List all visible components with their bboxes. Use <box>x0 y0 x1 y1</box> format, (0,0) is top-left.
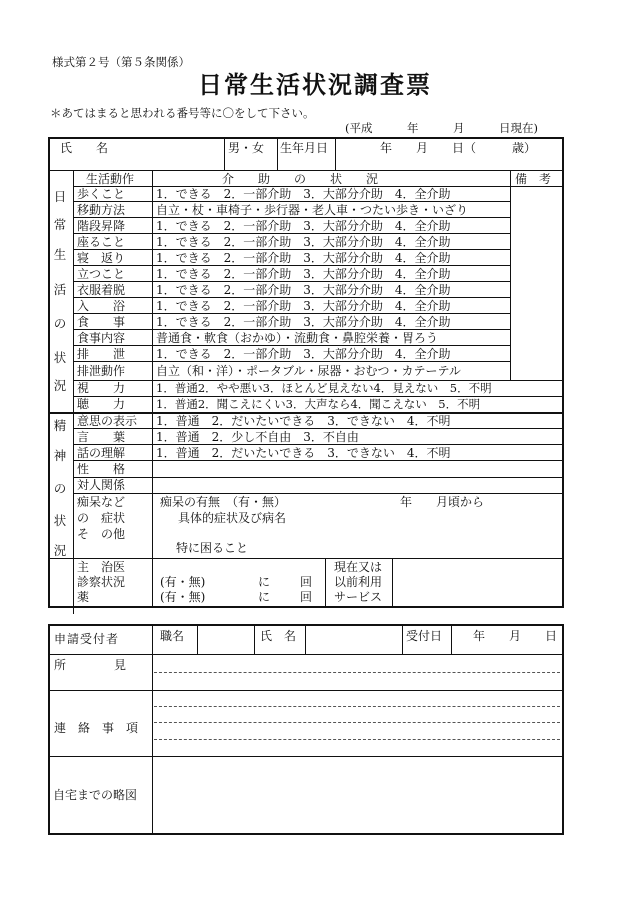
row-text: 自立・杖・車椅子・歩行器・老人車・つたい歩き・いざり <box>156 203 469 217</box>
row-label: 寝 返り <box>77 251 126 265</box>
row-label: 立つこと <box>77 267 126 281</box>
row-label: 入 浴 <box>77 299 126 313</box>
dementia-onset: 年 月頃から <box>400 495 485 509</box>
staff-name-label: 氏 名 <box>260 629 297 643</box>
row-label: 意思の表示 <box>77 414 138 428</box>
row-label: 排泄動作 <box>77 364 126 378</box>
row-text: 1．できる 2．一部介助 3．大部分介助 4．全介助 <box>156 283 451 297</box>
row-text: 1．できる 2．一部介助 3．大部分介助 4．全介助 <box>156 267 451 281</box>
row-text: 1．普通 2．だいたいできる 3．できない 4．不明 <box>156 446 451 460</box>
row-label: 性 格 <box>77 462 126 476</box>
dementia-symptoms: 具体的症状及び病名 <box>178 511 287 525</box>
row-text: 1．普通2．やや悪い3．ほとんど見えない4．見えない 5．不明 <box>156 381 492 395</box>
row-label: 視 力 <box>77 381 126 395</box>
row-label: 座ること <box>77 235 126 249</box>
birth-label: 生年月日 <box>280 141 329 155</box>
job-title-label: 職名 <box>160 629 185 643</box>
row-label: 排 泄 <box>77 347 126 361</box>
row-label: 移動方法 <box>77 203 126 217</box>
map-label: 自宅までの略図 <box>53 788 138 802</box>
row-text: 普通食・軟食（おかゆ）・流動食・鼻腔栄養・胃ろう <box>156 331 439 345</box>
applicant-label: 申請受付者 <box>54 632 120 646</box>
row-label: 歩くこと <box>77 187 126 201</box>
dementia-presence: 痴呆の有無 （有・無） <box>160 495 287 509</box>
row-label: 食事内容 <box>77 331 126 345</box>
row-text: 1．できる 2．一部介助 3．大部分介助 4．全介助 <box>156 235 451 249</box>
opinion-label: 所 見 <box>54 658 127 672</box>
row-text: 1．普通2．聞こえにくい3．大声なら4．聞こえない 5．不明 <box>156 397 481 411</box>
row-text: 1．普通 2．だいたいできる 3．できない 4．不明 <box>156 414 451 428</box>
row-text: 1．できる 2．一部介助 3．大部分介助 4．全介助 <box>156 315 451 329</box>
row-label: 階段昇降 <box>77 219 126 233</box>
row-label: 聴 力 <box>77 397 126 411</box>
activity-header: 生活動作 <box>86 172 135 186</box>
row-text: 1．できる 2．一部介助 3．大部分介助 4．全介助 <box>156 347 451 361</box>
received-date-value: 年 月 日 <box>473 629 558 643</box>
as-of-date: (平成 年 月 日現在) <box>345 121 538 135</box>
form-number: 様式第２号（第５条関係） <box>52 55 190 69</box>
row-text: 1．できる 2．一部介助 3．大部分介助 4．全介助 <box>156 219 451 233</box>
instruction-text: ＊あてはまると思われる番号等に〇をして下さい。 <box>50 106 315 120</box>
received-date-label: 受付日 <box>406 629 443 643</box>
row-text: 1．できる 2．一部介助 3．大部分介助 4．全介助 <box>156 251 451 265</box>
contact-label: 連 絡 事 項 <box>54 721 139 735</box>
row-text: 1．できる 2．一部介助 3．大部分介助 4．全介助 <box>156 299 451 313</box>
row-label: 話の理解 <box>77 446 126 460</box>
row-text: 自立（和・洋）・ポータブル・尿器・おむつ・カテーテル <box>156 364 461 378</box>
birth-value: 年 月 日（ 歳） <box>380 141 537 155</box>
dementia-troubles: 特に困ること <box>176 541 249 555</box>
sex-label: 男・女 <box>228 141 265 155</box>
row-text: 1．普通 2．少し不自由 3．不自由 <box>156 430 359 444</box>
row-label: 食 事 <box>77 315 126 329</box>
care-status-header: 介 助 の 状 況 <box>222 172 379 186</box>
row-label: 言 葉 <box>77 430 126 444</box>
page-title: 日常生活状況調査票 <box>198 71 432 99</box>
row-label: 対人関係 <box>77 478 126 492</box>
notes-header: 備 考 <box>515 172 552 186</box>
name-label: 氏 名 <box>60 141 109 155</box>
row-label: 衣服着脱 <box>77 283 126 297</box>
row-text: 1．できる 2．一部介助 3．大部分介助 4．全介助 <box>156 187 451 201</box>
